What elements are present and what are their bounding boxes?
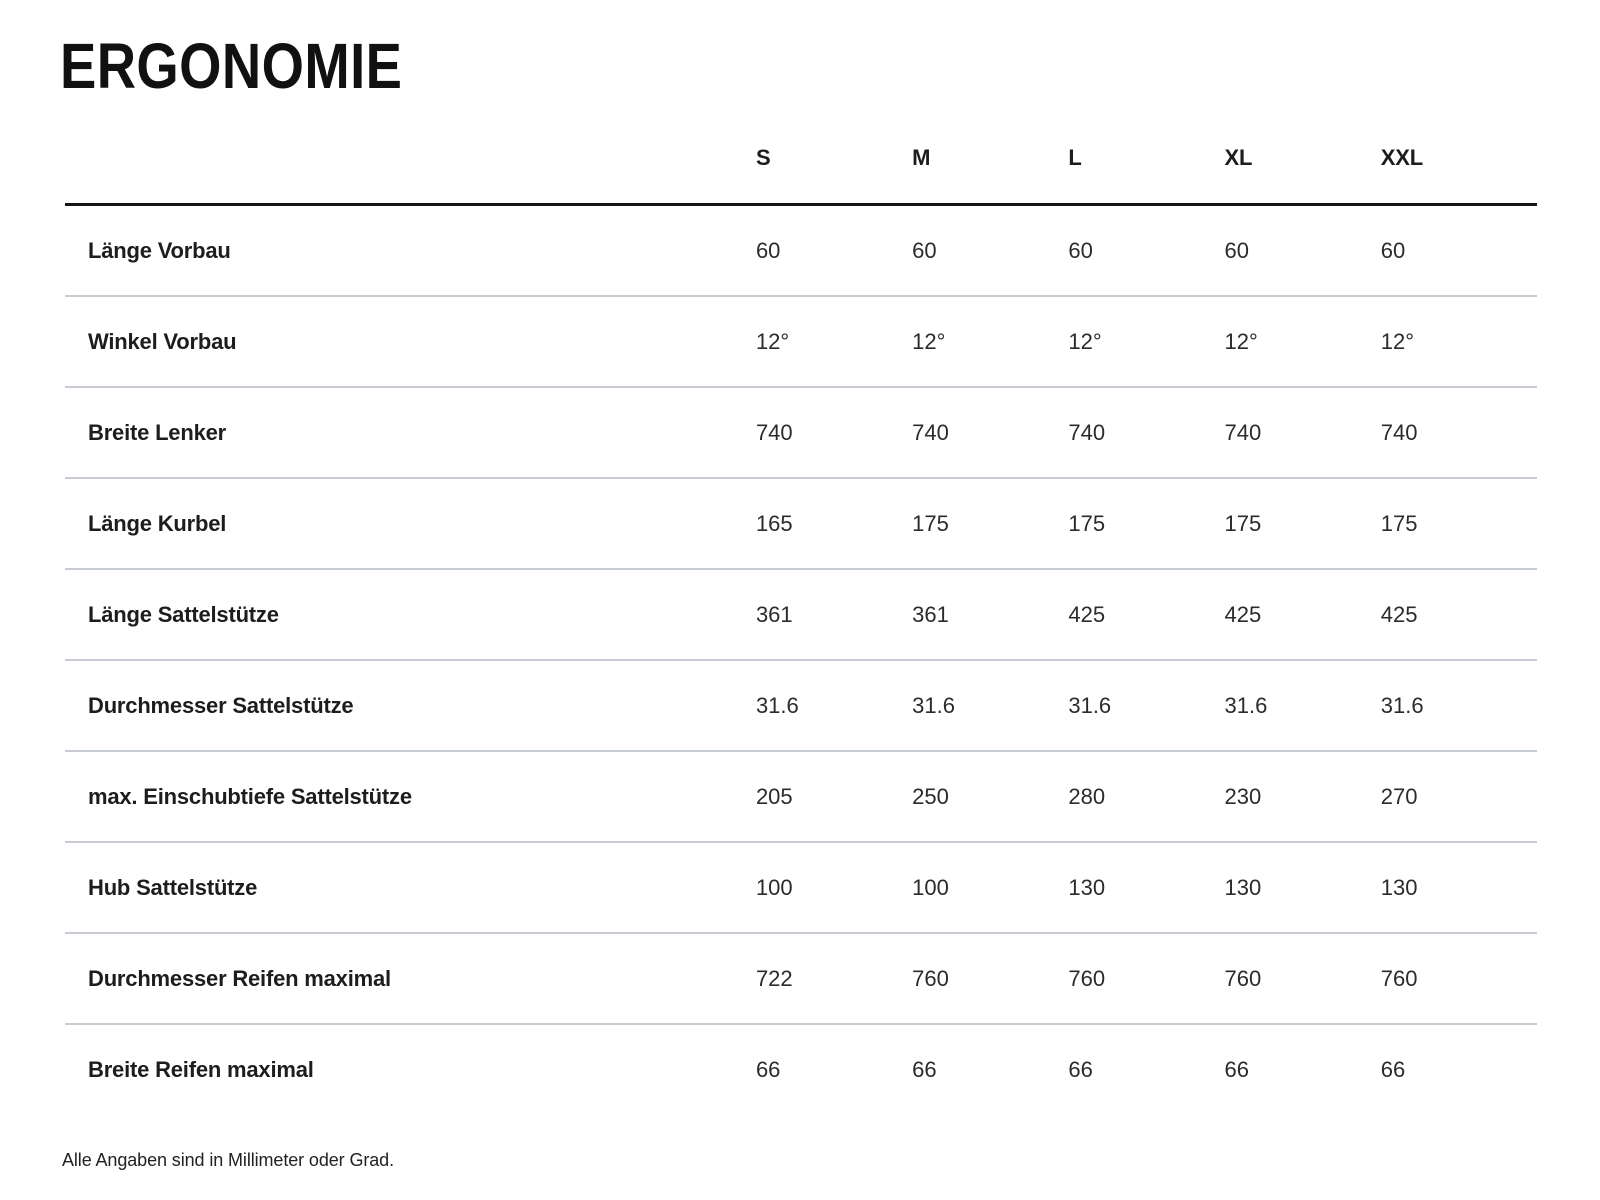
cell-value: 100: [756, 842, 912, 933]
cell-value: 175: [912, 478, 1068, 569]
page-title: ERGONOMIE: [60, 29, 403, 102]
cell-value: 740: [756, 387, 912, 478]
cell-value: 66: [756, 1024, 912, 1114]
units-footnote: Alle Angaben sind in Millimeter oder Grad.: [62, 1150, 394, 1170]
cell-value: 165: [756, 478, 912, 569]
cell-value: 12°: [1068, 296, 1224, 387]
cell-value: 66: [912, 1024, 1068, 1114]
cell-value: 66: [1381, 1024, 1537, 1114]
row-label: Winkel Vorbau: [65, 296, 756, 387]
table-row: [65, 387, 1537, 478]
ergonomics-table: [65, 112, 1537, 1114]
cell-value: 425: [1068, 569, 1224, 660]
cell-value: 722: [756, 933, 912, 1024]
cell-value: 250: [912, 751, 1068, 842]
table-row: [65, 205, 1537, 297]
cell-value: 31.6: [1225, 660, 1381, 751]
cell-value: 230: [1225, 751, 1381, 842]
cell-value: 60: [1068, 237, 1093, 263]
cell-value: 361: [756, 569, 912, 660]
cell-value: 60: [1224, 237, 1250, 263]
table-header-row: [65, 112, 1537, 205]
cell-value: 425: [1225, 569, 1381, 660]
cell-value: 130: [1225, 842, 1381, 933]
cell-value: 130: [1381, 842, 1537, 933]
cell-value: 760: [1225, 933, 1381, 1024]
column-header-xl: XL: [1225, 112, 1381, 205]
cell-value: 270: [1381, 751, 1537, 842]
cell-value: 31.6: [1068, 660, 1224, 751]
cell-value: 760: [1068, 933, 1224, 1024]
cell-value: 12°: [912, 296, 1068, 387]
cell-value: 175: [1225, 478, 1381, 569]
row-label: Länge Kurbel: [65, 478, 756, 569]
cell-value: 130: [1068, 842, 1224, 933]
row-label: Länge Sattelstütze: [65, 569, 756, 660]
spec-table-body: [65, 205, 1537, 1115]
cell-value: 60: [912, 237, 937, 263]
cell-value: 175: [1068, 478, 1224, 569]
cell-value: 205: [756, 751, 912, 842]
table-row: [65, 478, 1537, 569]
row-label: Breite Lenker: [65, 387, 756, 478]
row-label: Durchmesser Sattelstütze: [65, 660, 756, 751]
cell-value: 12°: [1381, 296, 1537, 387]
cell-value: 60: [755, 237, 781, 263]
cell-value: 175: [1381, 478, 1537, 569]
corner-cell: [65, 112, 756, 205]
table-row: [65, 296, 1537, 387]
cell-value: 31.6: [756, 660, 912, 751]
cell-value: 280: [1068, 751, 1224, 842]
cell-value: 740: [1381, 387, 1537, 478]
cell-value: 66: [1068, 1024, 1224, 1114]
cell-value: 361: [912, 569, 1068, 660]
column-header-m: M: [912, 112, 1068, 205]
table-row: [65, 1024, 1537, 1114]
row-label: Hub Sattelstütze: [65, 842, 756, 933]
cell-value: 760: [1381, 933, 1537, 1024]
cell-value: 740: [1225, 387, 1381, 478]
cell-value: 100: [912, 842, 1068, 933]
table-row: [65, 751, 1537, 842]
column-header-xxl: XXL: [1381, 112, 1537, 205]
cell-value: 66: [1225, 1024, 1381, 1114]
column-header-l: L: [1068, 112, 1224, 205]
table-row: [65, 933, 1537, 1024]
cell-value: 31.6: [912, 660, 1068, 751]
row-label: Breite Reifen maximal: [65, 1024, 756, 1114]
table-row: [65, 842, 1537, 933]
row-label: max. Einschubtiefe Sattelstütze: [65, 751, 756, 842]
cell-value: 425: [1381, 569, 1537, 660]
cell-value: 740: [912, 387, 1068, 478]
row-label: Länge Vorbau: [88, 237, 231, 263]
table-row: [65, 660, 1537, 751]
cell-value: 760: [912, 933, 1068, 1024]
cell-value: 740: [1068, 387, 1224, 478]
cell-value: 60: [1380, 237, 1406, 263]
column-header-s: S: [756, 112, 912, 205]
cell-value: 12°: [1225, 296, 1381, 387]
row-label: Durchmesser Reifen maximal: [65, 933, 756, 1024]
table-row: [65, 569, 1537, 660]
cell-value: 31.6: [1381, 660, 1537, 751]
cell-value: 12°: [756, 296, 912, 387]
